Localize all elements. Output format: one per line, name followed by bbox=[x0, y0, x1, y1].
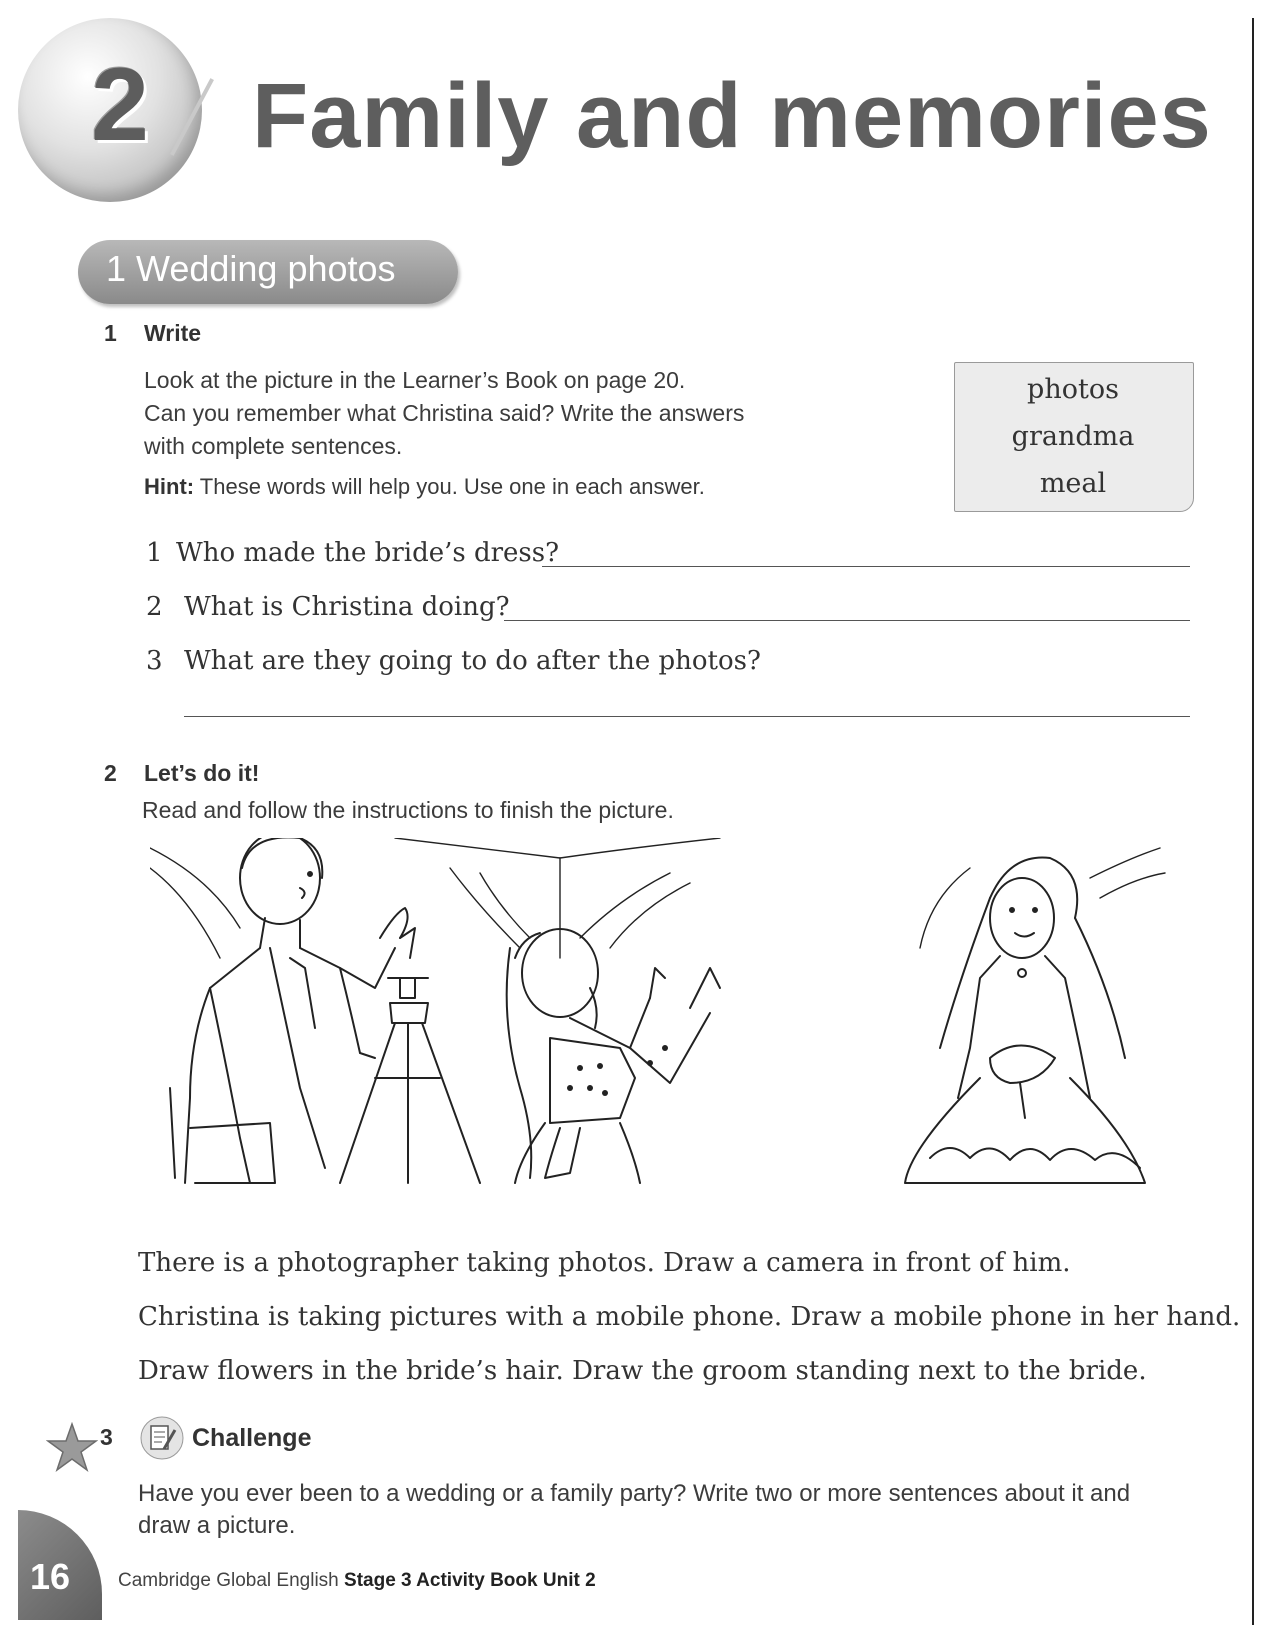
question-1-number: 1 bbox=[146, 538, 163, 568]
footer-text bbox=[118, 1570, 596, 1592]
instruction-line: Can you remember what Christina said? Write the answers bbox=[144, 400, 745, 426]
word-box-item: meal bbox=[1039, 468, 1107, 499]
picture-instruction: There is a photographer taking photos. Draw a camera in front of him. bbox=[138, 1248, 1071, 1278]
notepad-pencil-icon bbox=[140, 1416, 184, 1460]
picture-instruction: Draw flowers in the bride’s hair. Draw the groom standing next to the bride. bbox=[138, 1356, 1147, 1386]
unit-number: 2 bbox=[91, 47, 149, 163]
picture-instruction: Christina is taking pictures with a mobile phone. Draw a mobile phone in her hand. bbox=[138, 1302, 1241, 1332]
lesson-title: 1 Wedding photos bbox=[106, 248, 396, 289]
hint-text: These words will help you. Use one in each answer. bbox=[194, 474, 705, 499]
answer-line-2[interactable] bbox=[504, 620, 1190, 621]
question-2-number: 2 bbox=[146, 592, 163, 622]
answer-line-3[interactable] bbox=[184, 716, 1190, 717]
tripod bbox=[340, 978, 480, 1183]
instruction-line: with complete sentences. bbox=[144, 433, 403, 459]
exercise-3-text: Have you ever been to a wedding or a family party? Write two or more sentences about it and draw a picture. bbox=[138, 1480, 1131, 1539]
unit-title: Family and memories bbox=[252, 65, 1212, 167]
answer-line-1[interactable] bbox=[542, 566, 1190, 567]
exercise-1-instructions bbox=[144, 364, 924, 463]
word-box-item: photos bbox=[1027, 374, 1119, 405]
word-box-item: grandma bbox=[1011, 421, 1135, 452]
page-edge-line bbox=[1252, 18, 1254, 1625]
instruction-line: Look at the picture in the Learner’s Book on page 20. bbox=[144, 367, 686, 393]
exercise-2-title: Let’s do it! bbox=[144, 760, 260, 786]
hint-label: Hint: bbox=[144, 474, 195, 499]
exercise-3-title: Challenge bbox=[192, 1424, 312, 1452]
question-3-text: What are they going to do after the photos? bbox=[184, 646, 761, 676]
christina-figure bbox=[507, 929, 720, 1183]
exercise-1-title: Write bbox=[144, 320, 202, 346]
exercise-2-instructions: Read and follow the instructions to finish the picture. bbox=[142, 797, 674, 823]
exercise-3-number: 3 bbox=[100, 1424, 113, 1450]
photographer-figure bbox=[170, 838, 415, 1183]
bride-figure bbox=[905, 858, 1145, 1184]
footer-series: Cambridge Global English bbox=[118, 1570, 345, 1591]
question-3-number: 3 bbox=[146, 646, 163, 676]
exercise-1-number: 1 bbox=[104, 320, 117, 346]
question-2-text: What is Christina doing? bbox=[184, 592, 510, 622]
hint bbox=[144, 474, 705, 500]
wedding-picture bbox=[150, 838, 1195, 1228]
exercise-2-number: 2 bbox=[104, 760, 117, 786]
page-number: 16 bbox=[30, 1556, 71, 1597]
star-icon bbox=[46, 1422, 98, 1474]
footer-stage: Stage 3 Activity Book Unit 2 bbox=[344, 1570, 596, 1591]
question-1-text: Who made the bride’s dress? bbox=[176, 538, 560, 568]
